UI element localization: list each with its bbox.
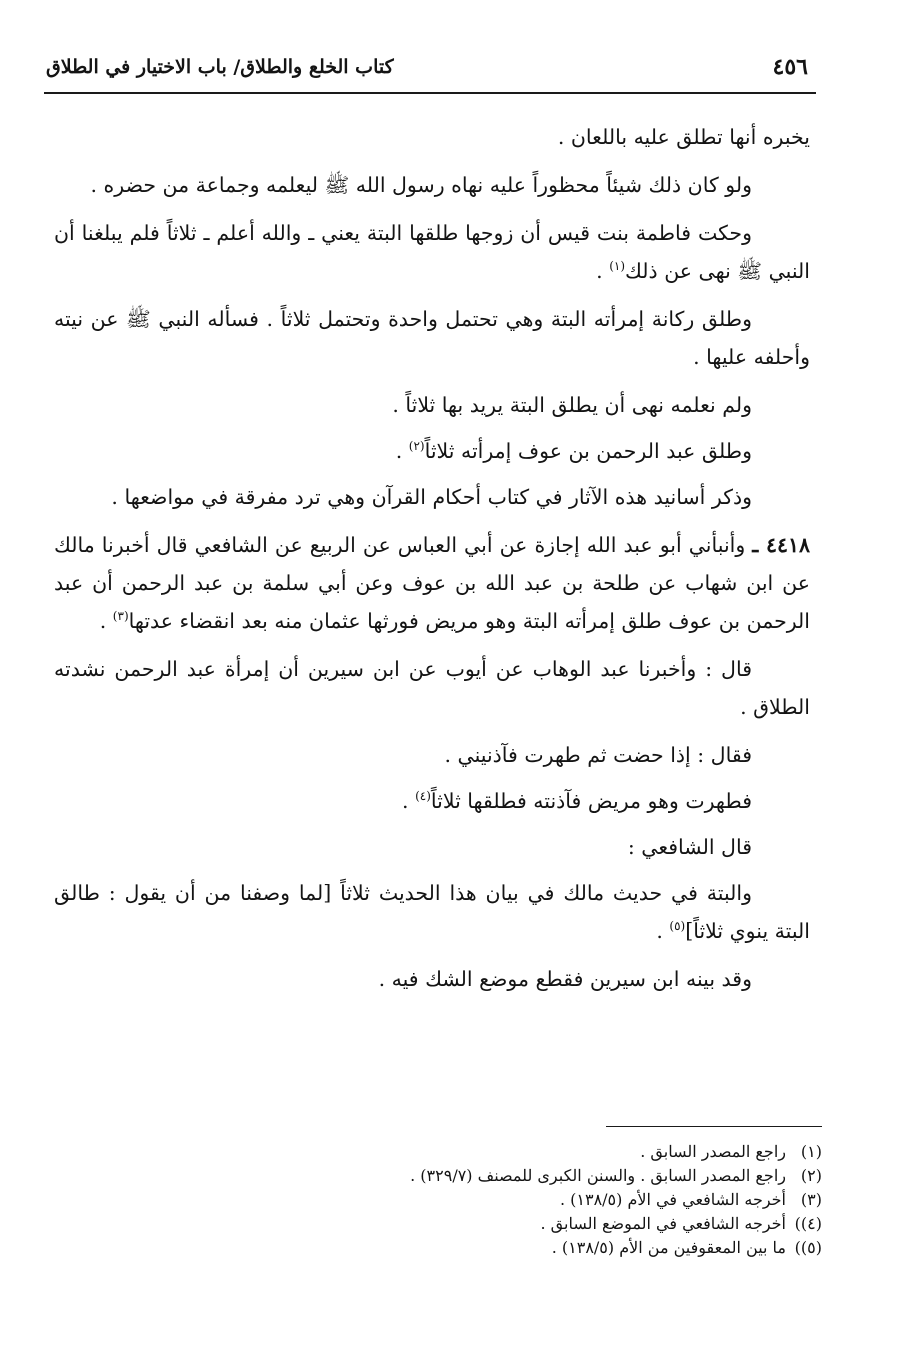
paragraph [54,960,810,998]
paragraph-text: وطلق ركانة إمرأته البتة وهي تحتمل واحدة وتحتمل ثلاثاً . فسأله النبي ﷺ عن نيته وأحلفه عليها . [54,307,810,369]
footnote-ref: (٥) [669,919,686,934]
paragraph-text: يخبره أنها تطلق عليه باللعان . [557,125,810,149]
paragraph-end: . [395,439,409,463]
paragraph [54,736,810,774]
paragraph [54,650,810,726]
paragraph-text: قال : وأخبرنا عبد الوهاب عن أيوب عن ابن سيرين أن إمرأة عبد الرحمن نشدته الطلاق . [54,657,810,719]
paragraph-text: ولو كان ذلك شيئاً محظوراً عليه نهاه رسول الله ﷺ ليعلمه وجماعة من حضره . [90,173,752,197]
running-title: كتاب الخلع والطلاق/ باب الاختيار في الطلاق [46,56,394,78]
footnote [54,1140,822,1164]
paragraph-end: . [402,789,416,813]
paragraph-text: وطلق عبد الرحمن بن عوف إمرأته ثلاثاً [424,439,752,463]
footnote [54,1188,822,1212]
paragraph [54,166,810,204]
footnotes [54,1140,822,1260]
footnote-ref: (١) [609,259,626,274]
header-rule [44,92,816,94]
paragraph-end: . [596,259,610,283]
footnote-number: (٤)) [794,1214,822,1233]
page-header [44,52,816,94]
paragraph-end: . [656,919,670,943]
paragraph-text: فطهرت وهو مريض فآذنته فطلقها ثلاثاً [430,789,752,813]
paragraph-end: . [99,609,113,633]
paragraph [54,478,810,516]
footnote-text: أخرجه الشافعي في الأم (١٣٨/٥) . [559,1190,786,1209]
hadith-paragraph [54,526,810,640]
paragraph-text: والبتة في حديث مالك في بيان هذا الحديث ثلاثاً [لما وصفنا من أن يقول : طالق البتة ينوي ثلاثاً] [54,881,810,943]
paragraph [54,386,810,424]
paragraph [54,118,810,156]
paragraph [54,432,810,470]
footnote [54,1236,822,1260]
footnote-text: راجع المصدر السابق . [640,1142,786,1161]
paragraph [54,782,810,820]
footnote [54,1164,822,1188]
paragraph-text: وقد بينه ابن سيرين فقطع موضع الشك فيه . [378,967,752,991]
main-text [54,118,810,1008]
footnote-number: (٥)) [794,1238,822,1257]
paragraph-text: وأنبأني أبو عبد الله إجازة عن أبي العباس عن الربيع عن الشافعي قال أخبرنا مالك عن ابن شهاب عن طلحة بن عبد الله بن عوف وعن أبي سلمة بن عبد الرحمن أن عبد الرحمن بن عوف طلق إمرأته البتة وهو مريض فورثها عثمان منه بعد انقضاء عدتها [54,533,810,633]
paragraph [54,828,810,866]
footnote-separator [606,1126,822,1127]
footnote-text: أخرجه الشافعي في الموضع السابق . [540,1214,786,1233]
paragraph [54,874,810,950]
paragraph-text: فقال : إذا حضت ثم طهرت فآذنيني . [444,743,752,767]
footnote-ref: (٤) [415,789,431,804]
paragraph [54,214,810,290]
footnote-ref: (٣) [112,609,129,624]
footnote [54,1212,822,1236]
paragraph-text: وحكت فاطمة بنت قيس أن زوجها طلقها البتة يعني ـ والله أعلم ـ ثلاثاً فلم يبلغنا أن النبي ﷺ نهى عن ذلك [54,221,810,283]
paragraph-text: ولم نعلمه نهى أن يطلق البتة يريد بها ثلاثاً . [392,393,752,417]
paragraph [54,300,810,376]
footnote-text: ما بين المعقوفين من الأم (١٣٨/٥) . [551,1238,786,1257]
footnote-text: راجع المصدر السابق . والسنن الكبرى للمصنف (٣٢٩/٧) . [410,1166,786,1185]
paragraph-text: وذكر أسانيد هذه الآثار في كتاب أحكام القرآن وهي ترد مفرقة في مواضعها . [111,485,752,509]
footnote-number: (٢) [800,1166,822,1185]
hadith-number: ٤٤١٨ ـ [752,533,810,557]
footnote-ref: (٢) [408,439,425,454]
footnote-number: (٣) [800,1190,822,1209]
page-number: ٤٥٦ [772,54,808,80]
paragraph-text: قال الشافعي : [627,835,752,859]
footnote-number: (١) [800,1142,822,1161]
